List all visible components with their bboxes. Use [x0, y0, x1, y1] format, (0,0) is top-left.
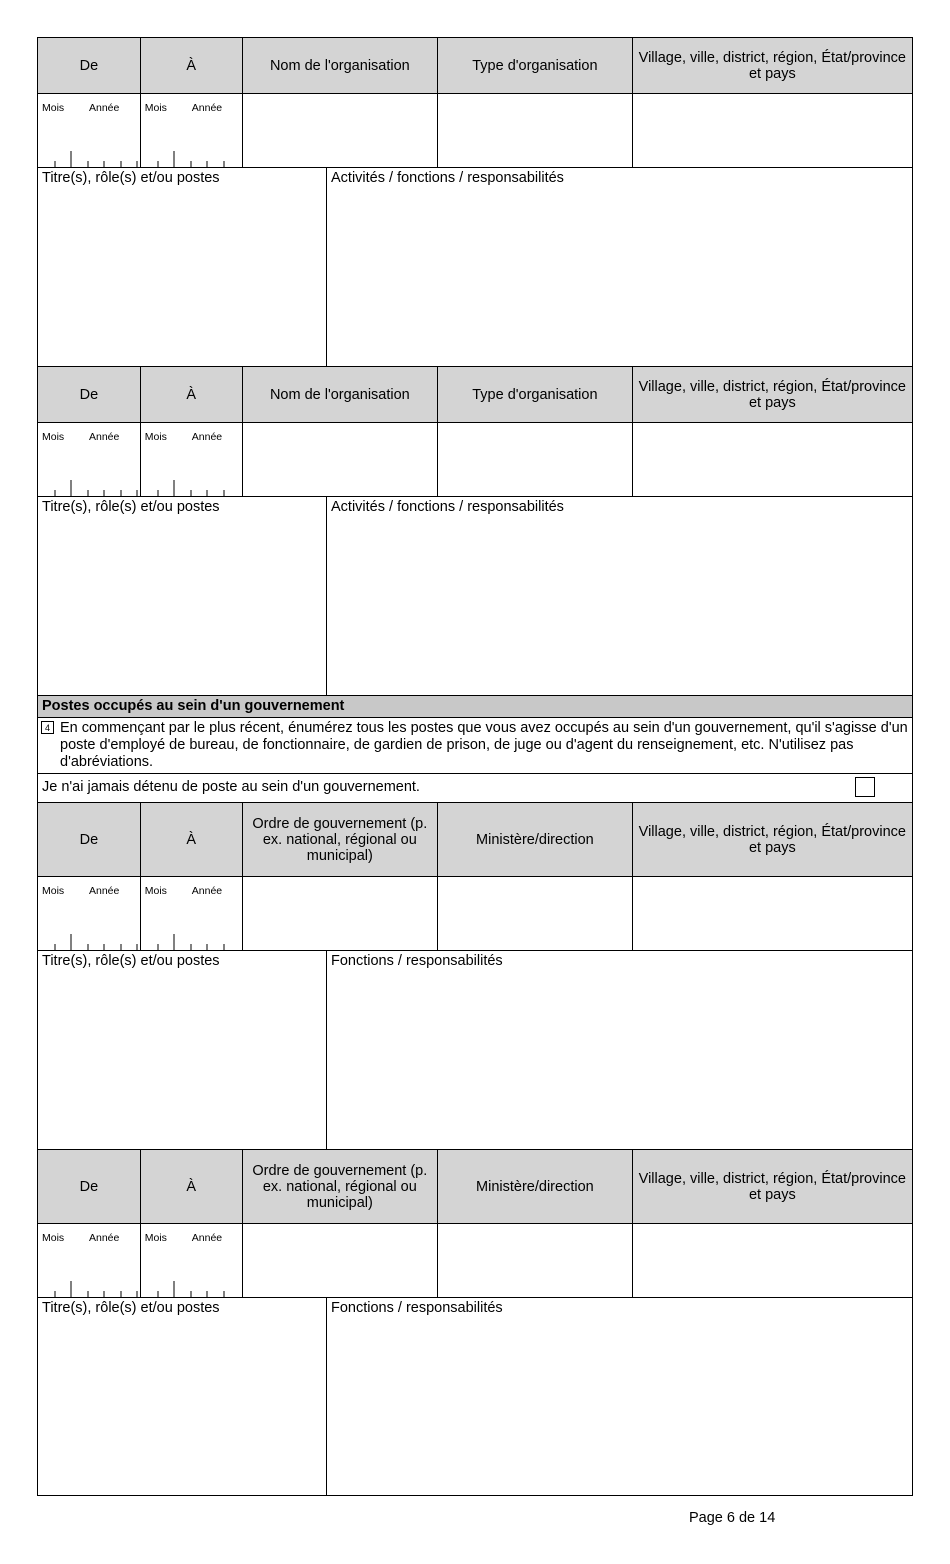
- location-header: Village, ville, district, région, État/province et pays: [638, 378, 906, 411]
- from-date-field[interactable]: [38, 1224, 141, 1297]
- activities-label: Activités / fonctions / responsabilités: [331, 499, 564, 515]
- from-header: De: [38, 38, 141, 93]
- date-entry-row: [37, 876, 913, 950]
- to-header: À: [141, 38, 243, 93]
- from-header: De: [38, 367, 141, 422]
- date-ticks: [141, 1279, 242, 1297]
- gov-level-field[interactable]: [243, 1224, 439, 1297]
- org-type-header: Type d'organisation: [438, 367, 633, 422]
- org-header-row: [37, 366, 913, 422]
- month-label: Mois: [42, 431, 65, 443]
- date-ticks: [141, 932, 242, 950]
- ministry-header: Ministère/direction: [438, 803, 633, 876]
- location-field[interactable]: [633, 94, 912, 167]
- page-number: Page 6 de 14: [689, 1510, 776, 1526]
- detail-row: [37, 1297, 913, 1496]
- gov-level-header: Ordre de gouvernement (p. ex. national, régional ou municipal): [243, 1150, 439, 1223]
- location-header: Village, ville, district, région, État/province et pays: [638, 49, 906, 82]
- org-type-field[interactable]: [438, 423, 633, 496]
- month-label: Mois: [42, 102, 65, 114]
- titles-label: Titre(s), rôle(s) et/ou postes: [42, 953, 220, 969]
- from-date-field[interactable]: [38, 94, 141, 167]
- month-label: Mois: [144, 1232, 167, 1244]
- detail-row: [37, 950, 913, 1149]
- month-label: Mois: [144, 431, 167, 443]
- activities-label: Activités / fonctions / responsabilités: [331, 170, 564, 186]
- date-entry-row: [37, 422, 913, 496]
- date-ticks: [38, 149, 140, 167]
- detail-row: [37, 167, 913, 366]
- org-name-header: Nom de l'organisation: [243, 367, 439, 422]
- titles-label: Titre(s), rôle(s) et/ou postes: [42, 499, 220, 515]
- year-label: Année: [191, 431, 223, 443]
- to-date-field[interactable]: [141, 1224, 243, 1297]
- gov-header-row: [37, 1149, 913, 1223]
- month-label: Mois: [144, 102, 167, 114]
- ministry-header: Ministère/direction: [438, 1150, 633, 1223]
- titles-label: Titre(s), rôle(s) et/ou postes: [42, 170, 220, 186]
- year-label: Année: [89, 431, 120, 443]
- activities-field[interactable]: [327, 497, 912, 695]
- org-type-header: Type d'organisation: [438, 38, 633, 93]
- instruction-body: En commençant par le plus récent, énumérez tous les postes que vous avez occupés au sein d'un gouvernement, qu'il s'agisse d'un poste d'employé de bureau, de fonctionnaire, de gardien de prison, de juge ou d'agent du renseignement, etc. N'utilisez pas d'abréviations.: [60, 720, 908, 770]
- year-label: Année: [191, 1232, 223, 1244]
- titles-field[interactable]: [38, 497, 327, 695]
- from-date-field[interactable]: [38, 877, 141, 950]
- never-held-row: [37, 773, 913, 802]
- org-name-header: Nom de l'organisation: [243, 38, 439, 93]
- to-header: À: [141, 367, 243, 422]
- titles-label: Titre(s), rôle(s) et/ou postes: [42, 1300, 220, 1316]
- from-header: De: [38, 1150, 141, 1223]
- employment-form: [37, 37, 913, 1496]
- ministry-field[interactable]: [438, 1224, 633, 1297]
- org-header-row: [37, 37, 913, 93]
- year-label: Année: [191, 885, 223, 897]
- ministry-field[interactable]: [438, 877, 633, 950]
- location-header: Village, ville, district, région, État/province et pays: [638, 1170, 906, 1203]
- section-title: Postes occupés au sein d'un gouvernement: [37, 695, 913, 717]
- instruction-text: [37, 717, 913, 773]
- org-name-field[interactable]: [243, 423, 439, 496]
- to-header: À: [141, 803, 243, 876]
- from-date-field[interactable]: [38, 423, 141, 496]
- gov-level-field[interactable]: [243, 877, 439, 950]
- date-ticks: [38, 932, 140, 950]
- never-held-checkbox[interactable]: [855, 777, 875, 797]
- duties-field[interactable]: [327, 1298, 912, 1495]
- month-label: Mois: [42, 885, 65, 897]
- date-ticks: [38, 1279, 140, 1297]
- from-header: De: [38, 803, 141, 876]
- activities-field[interactable]: [327, 168, 912, 366]
- never-held-label: Je n'ai jamais détenu de poste au sein d'un gouvernement.: [42, 779, 420, 795]
- location-field[interactable]: [633, 423, 912, 496]
- date-entry-row: [37, 93, 913, 167]
- location-field[interactable]: [633, 877, 912, 950]
- titles-field[interactable]: [38, 951, 327, 1149]
- detail-row: [37, 496, 913, 695]
- titles-field[interactable]: [38, 1298, 327, 1495]
- date-ticks: [38, 478, 140, 496]
- date-ticks: [141, 478, 242, 496]
- year-label: Année: [89, 102, 120, 114]
- to-date-field[interactable]: [141, 94, 243, 167]
- location-field[interactable]: [633, 1224, 912, 1297]
- titles-field[interactable]: [38, 168, 327, 366]
- to-header: À: [141, 1150, 243, 1223]
- gov-header-row: [37, 802, 913, 876]
- month-label: Mois: [42, 1232, 65, 1244]
- date-ticks: [141, 149, 242, 167]
- org-type-field[interactable]: [438, 94, 633, 167]
- duties-label: Fonctions / responsabilités: [331, 953, 503, 969]
- year-label: Année: [89, 1232, 120, 1244]
- year-label: Année: [191, 102, 223, 114]
- location-header: Village, ville, district, région, État/province et pays: [638, 823, 906, 856]
- month-label: Mois: [144, 885, 167, 897]
- date-entry-row: [37, 1223, 913, 1297]
- gov-level-header: Ordre de gouvernement (p. ex. national, régional ou municipal): [243, 803, 439, 876]
- duties-label: Fonctions / responsabilités: [331, 1300, 503, 1316]
- duties-field[interactable]: [327, 951, 912, 1149]
- question-number: 4: [41, 721, 54, 734]
- year-label: Année: [89, 885, 120, 897]
- org-name-field[interactable]: [243, 94, 439, 167]
- to-date-field[interactable]: [141, 423, 243, 496]
- to-date-field[interactable]: [141, 877, 243, 950]
